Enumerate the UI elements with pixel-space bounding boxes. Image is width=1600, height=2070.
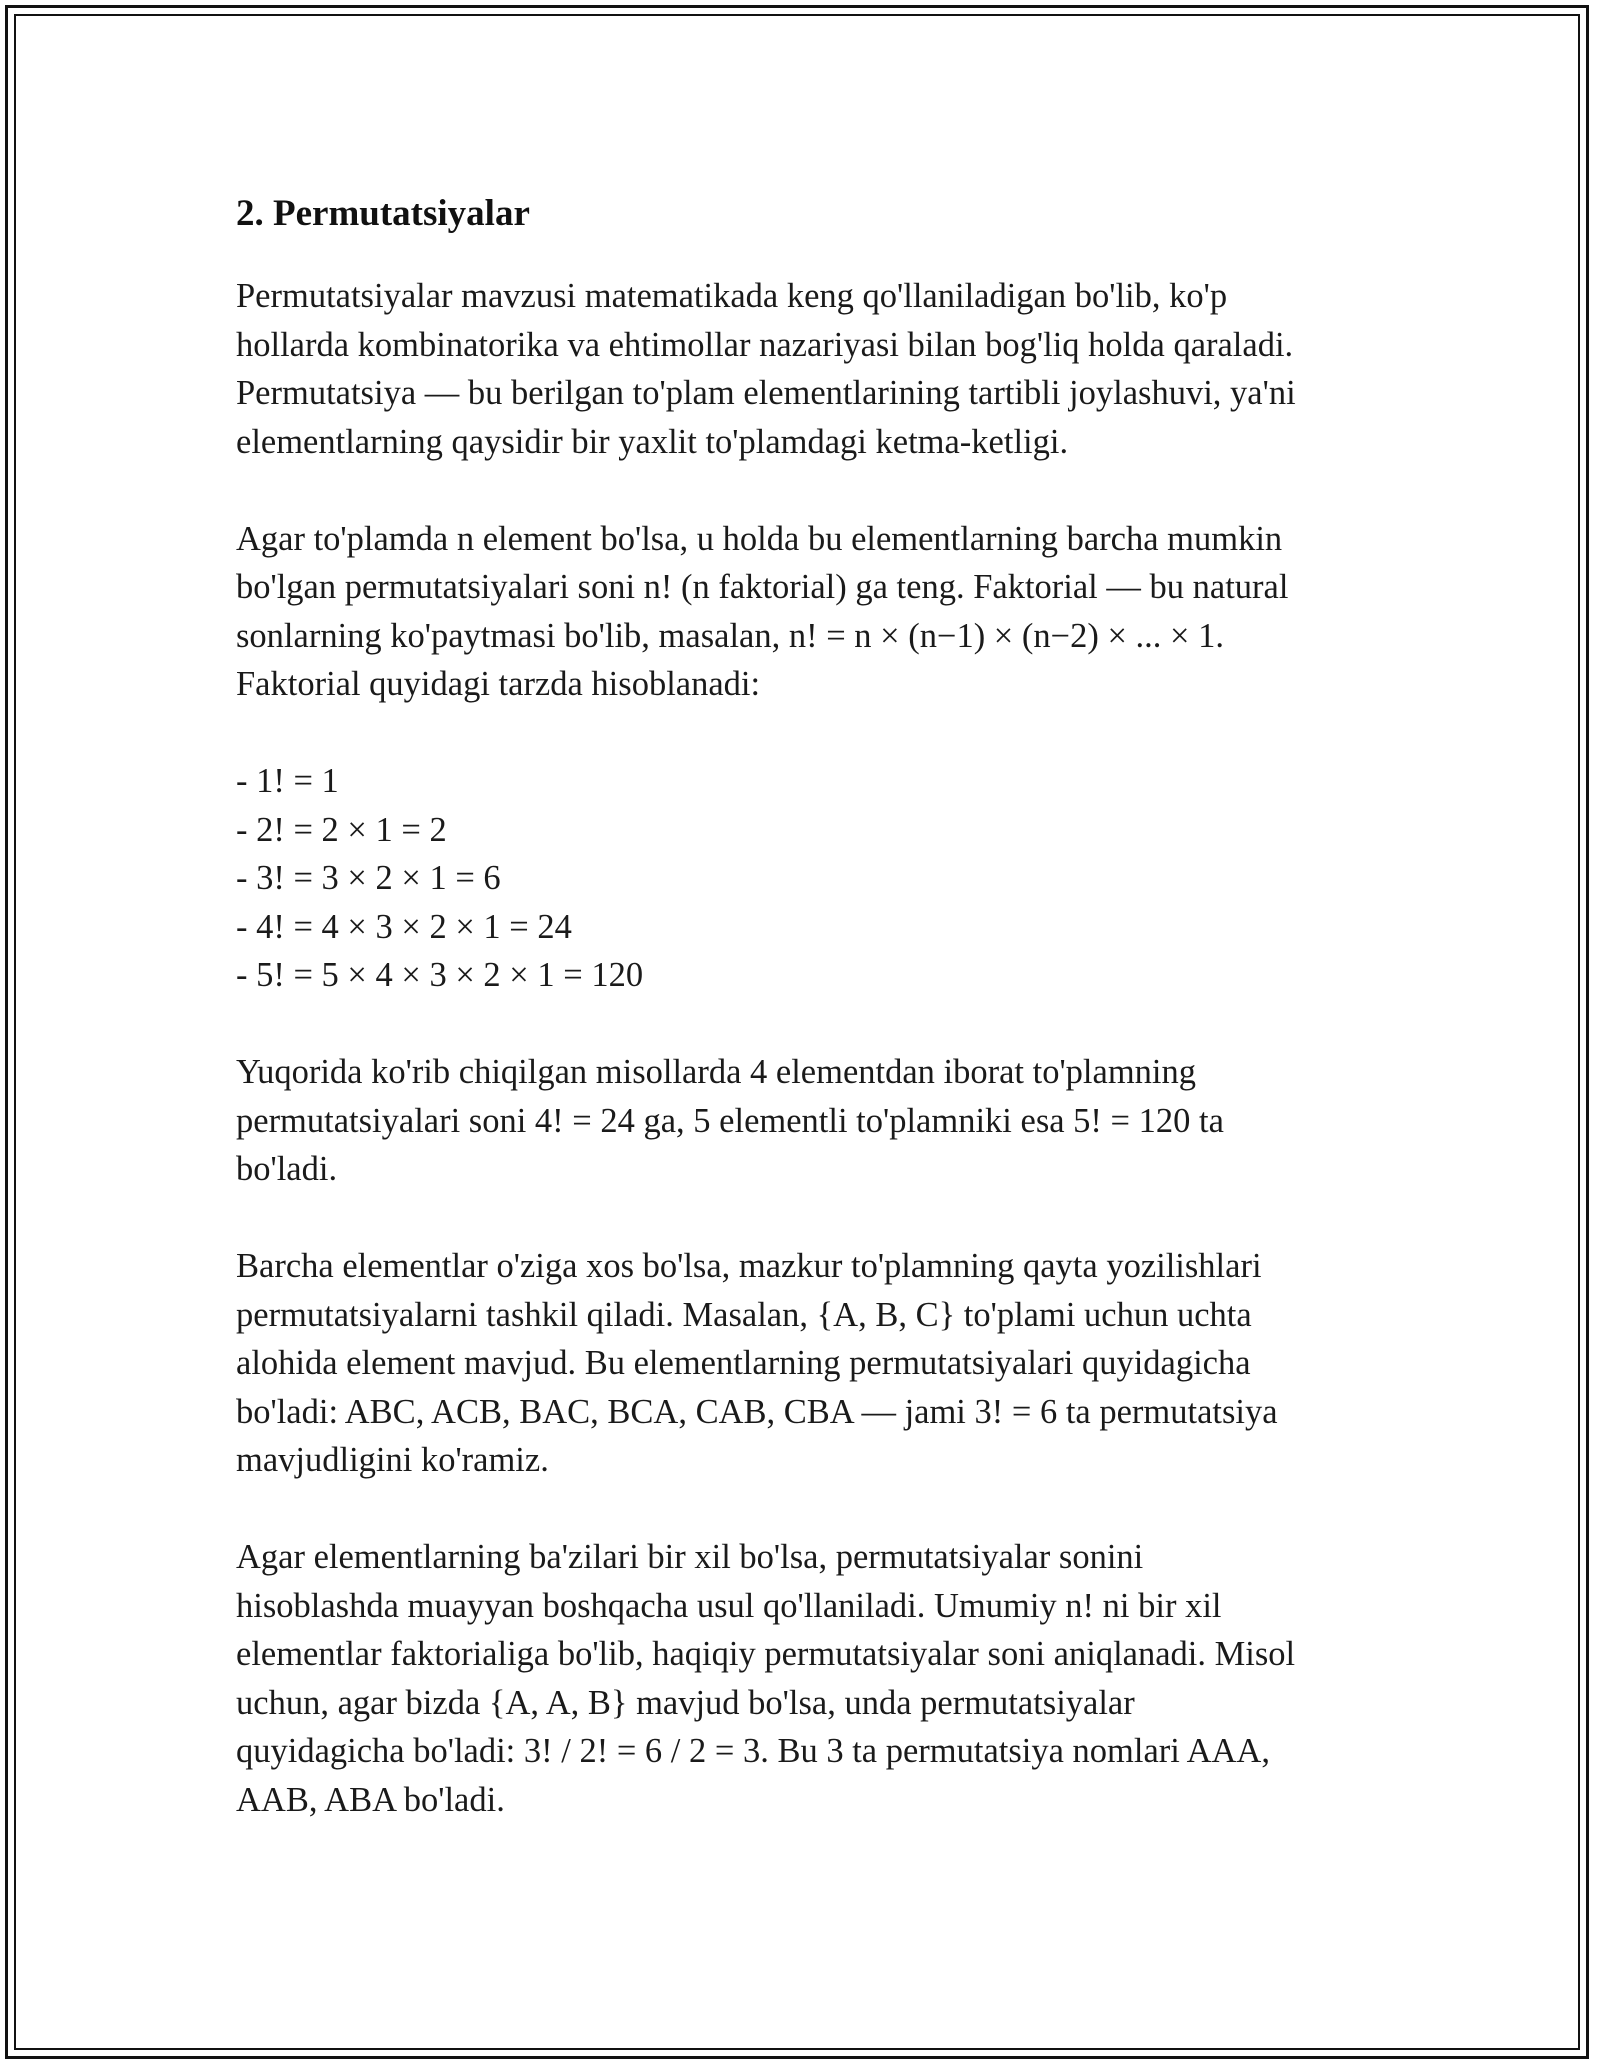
paragraph-repeated-elements: Agar elementlarning ba'zilari bir xil bo'lsa, permutatsiyalar sonini hisoblashda muayyan boshqacha usul qo'llaniladi. Umumiy n! ni bir xil elementlar faktorialiga bo'lib, haqiqiy permutatsiyalar soni aniqlanadi. Misol uchun, agar bizda {A, A, B} mavjud bo'lsa, unda permutatsiyalar quyidagicha bo'ladi: 3! / 2! = 6 / 2 = 3. Bu 3 ta permutatsiya nomlari AAA, AAB, ABA bo'ladi. — [236, 1538, 1296, 1819]
list-item: - 1! = 1 — [236, 762, 339, 800]
list-item: - 3! = 3 × 2 × 1 = 6 — [236, 859, 501, 897]
section-heading: 2. Permutatsiyalar — [236, 193, 530, 234]
list-item: - 2! = 2 × 1 = 2 — [236, 810, 447, 849]
paragraph-distinct-elements: Barcha elementlar o'ziga xos bo'lsa, mazkur to'plamning qayta yozilishlari permutatsiyalarni tashkil qiladi. Masalan, {A, B, C} to'plami uchun uchta alohida element mavjud. Bu elementlarning permutatsiyalari quyidagicha bo'ladi: ABC, ACB, BAC, BCA, CAB, CBA — jami 3! = 6 ta permutatsiya mavjudligini ko'ramiz. — [236, 1247, 1278, 1479]
paragraph-intro: Permutatsiyalar mavzusi matematikada keng qo'llaniladigan bo'lib, ko'p hollarda kombinatorika va ehtimollar nazariyasi bilan bog'liq holda qaraladi. Permutatsiya — bu berilgan to'plam elementlarining tartibli joylashuvi, ya'ni elementlarning qaysidir bir yaxlit to'plamdagi ketma-ketligi. — [236, 277, 1296, 461]
paragraph-factorial-definition: Agar to'plamda n element bo'lsa, u holda bu elementlarning barcha mumkin bo'lgan permutatsiyalari soni n! (n faktorial) ga teng. Faktorial — bu natural sonlarning ko'paytmasi bo'lib, masalan, n! = n × (n−1) × (n−2) × ... × 1. Faktorial quyidagi tarzda hisoblanadi: — [236, 519, 1289, 703]
list-item: - 4! = 4 × 3 × 2 × 1 = 24 — [236, 907, 572, 946]
factorial-examples-list — [236, 757, 1376, 1000]
paragraph-examples-summary: Yuqorida ko'rib chiqilgan misollarda 4 elementdan iborat to'plamning permutatsiyalari soni 4! = 24 ga, 5 elementli to'plamniki esa 5! = 120 ta bo'ladi. — [236, 1053, 1224, 1188]
list-item: - 5! = 5 × 4 × 3 × 2 × 1 = 120 — [236, 956, 644, 994]
document-body — [236, 186, 1376, 1873]
